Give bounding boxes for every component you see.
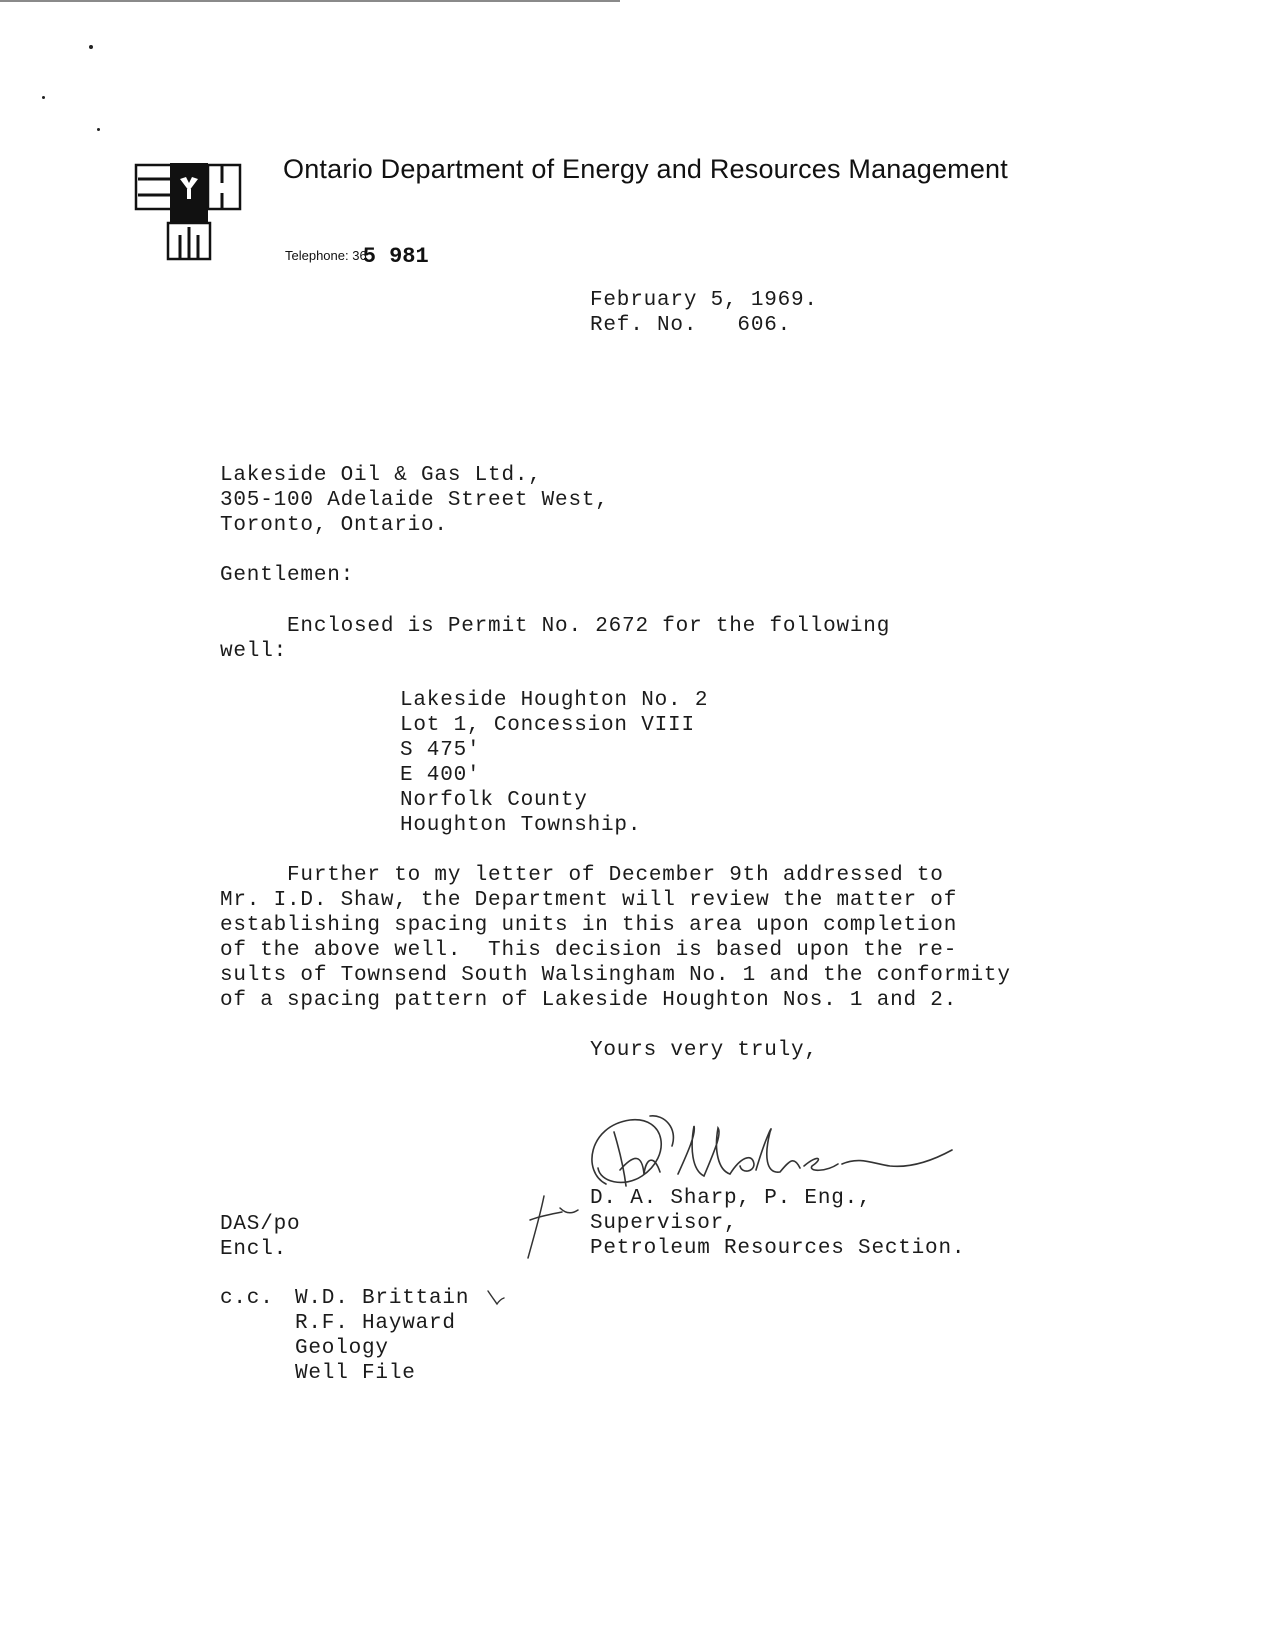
well-detail-line: Lakeside Houghton No. 2 [400, 689, 709, 712]
paragraph-line: of the above well. This decision is based upon the re- [220, 939, 958, 962]
check-mark-icon [486, 1289, 506, 1307]
paragraph-line: of a spacing pattern of Lakeside Houghton Nos. 1 and 2. [220, 989, 958, 1012]
well-detail-line: E 400' [400, 764, 481, 787]
paragraph-line: well: [220, 640, 288, 663]
well-detail-line: Lot 1, Concession VIII [400, 714, 695, 737]
reference-number: Ref. No. 606. [590, 314, 792, 337]
address-line: Lakeside Oil & Gas Ltd., [220, 464, 542, 487]
letter-date: February 5, 1969. [590, 289, 818, 312]
well-detail-line: Houghton Township. [400, 814, 642, 837]
cc-recipient: Well File [295, 1362, 416, 1385]
paragraph-line: sults of Townsend South Walsingham No. 1 and the conformity [220, 964, 1011, 987]
paragraph-line: Enclosed is Permit No. 2672 for the following [220, 615, 891, 638]
cc-recipient: R.F. Hayward [295, 1312, 456, 1335]
well-detail-line: Norfolk County [400, 789, 588, 812]
well-detail-line: S 475' [400, 739, 481, 762]
ontario-trillium-emblem-icon [134, 161, 246, 263]
reference-line: Encl. [220, 1238, 288, 1261]
top-rule [0, 0, 620, 2]
department-name: Ontario Department of Energy and Resources Management [283, 154, 1008, 184]
paragraph-line: Mr. I.D. Shaw, the Department will review the matter of [220, 889, 958, 912]
scan-speck [89, 45, 93, 49]
closing: Yours very truly, [590, 1039, 818, 1062]
reference-line: DAS/po [220, 1213, 301, 1236]
scan-speck [42, 96, 45, 99]
paragraph-line: establishing spacing units in this area upon completion [220, 914, 958, 937]
signatory-line: Supervisor, [590, 1212, 738, 1235]
telephone-label: Telephone: 36 [285, 248, 367, 263]
cc-label: c.c. [220, 1287, 274, 1310]
salutation: Gentlemen: [220, 564, 355, 587]
signatory-line: D. A. Sharp, P. Eng., [590, 1187, 872, 1210]
handwritten-for-mark-icon [522, 1192, 582, 1262]
paragraph-line: Further to my letter of December 9th addressed to [220, 864, 944, 887]
telephone-number: 5 981 [362, 244, 429, 269]
signatory-line: Petroleum Resources Section. [590, 1237, 966, 1260]
scan-speck [97, 128, 100, 131]
cc-recipient: Geology [295, 1337, 389, 1360]
cc-recipient: W.D. Brittain [295, 1287, 470, 1310]
address-line: Toronto, Ontario. [220, 514, 448, 537]
telephone [285, 242, 433, 267]
address-line: 305-100 Adelaide Street West, [220, 489, 609, 512]
